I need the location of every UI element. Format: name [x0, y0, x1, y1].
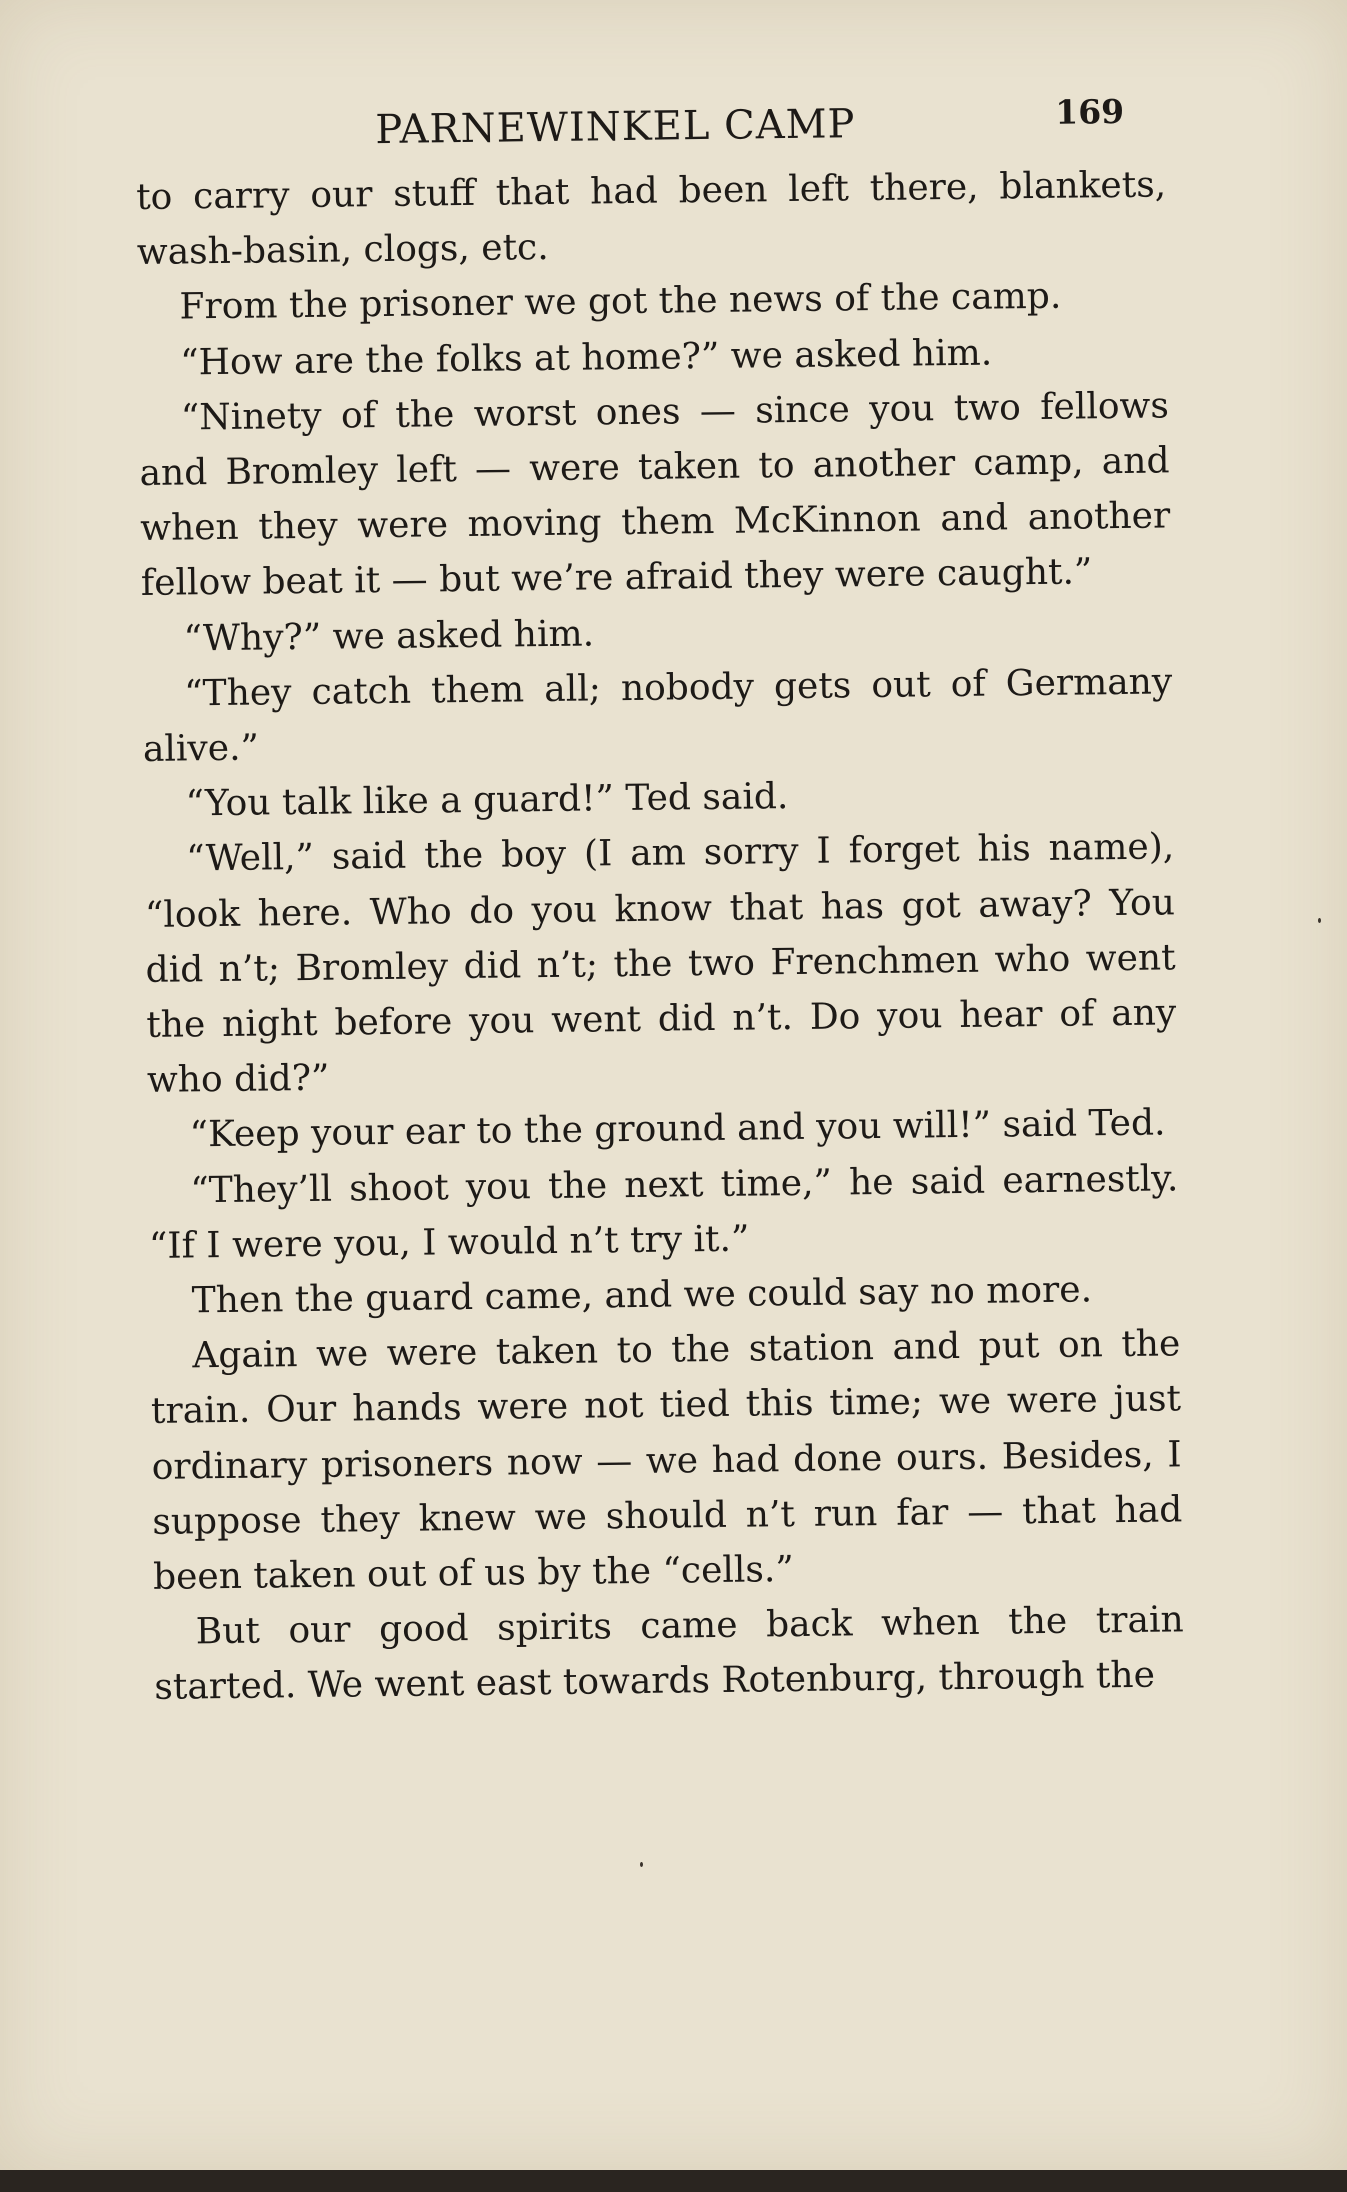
body-text	[136, 157, 1185, 1715]
page-header	[135, 87, 1166, 170]
paragraph: “Why?” we asked him.	[183, 613, 595, 660]
paragraph: “They catch them all; nobody gets out of Germany alive.”	[142, 661, 1173, 770]
paragraph: “Well,” said the boy (I am sorry I forget his name), “look here. Who do you know that has got away? You did n’t; Bromley did n’t; the two Frenchmen who went the night before you went did n’t. Do you hear of any who did?”	[144, 826, 1177, 1102]
page-bottom-edge	[0, 2170, 1347, 2192]
paragraph: to carry our stuff that had been left there, blankets, wash-basin, clogs, etc.	[135, 164, 1167, 274]
paragraph: “You talk like a guard!” Ted said.	[185, 776, 789, 825]
paragraph: Then the guard came, and we could say no more.	[191, 1269, 1093, 1322]
paragraph: From the prisoner we got the news of the camp.	[179, 276, 1062, 328]
paragraph: Again we were taken to the station and put on the train. Our hands were not tied this time; we were just ordinary prisoners now — we had done ours. Besides, I suppose they knew we should n’t run far — that had been taken out of us by the “cells.”	[150, 1323, 1183, 1598]
page-content	[135, 87, 1185, 1715]
paragraph: “How are the folks at home?” we asked him.	[179, 332, 993, 384]
paper-speck	[640, 1862, 643, 1867]
paragraph: But our good spirits came back when the train started. We went east towards Rotenburg, through the	[154, 1599, 1184, 1709]
running-head: PARNEWINKEL CAMP	[375, 101, 856, 154]
paragraph: “Keep your ear to the ground and you will!” said Ted.	[189, 1102, 1166, 1156]
page-number: 169	[1054, 91, 1125, 132]
paragraph: “They’ll shoot you the next time,” he said earnestly. “If I were you, I would n’t try it.”	[148, 1157, 1179, 1267]
paper-speck	[1318, 918, 1321, 923]
paragraph: “Ninety of the worst ones — since you two fellows and Bromley left — were taken to another camp, and when they were moving them McKinnon and another fellow beat it — but we’re afraid they were caught.”	[139, 385, 1171, 605]
